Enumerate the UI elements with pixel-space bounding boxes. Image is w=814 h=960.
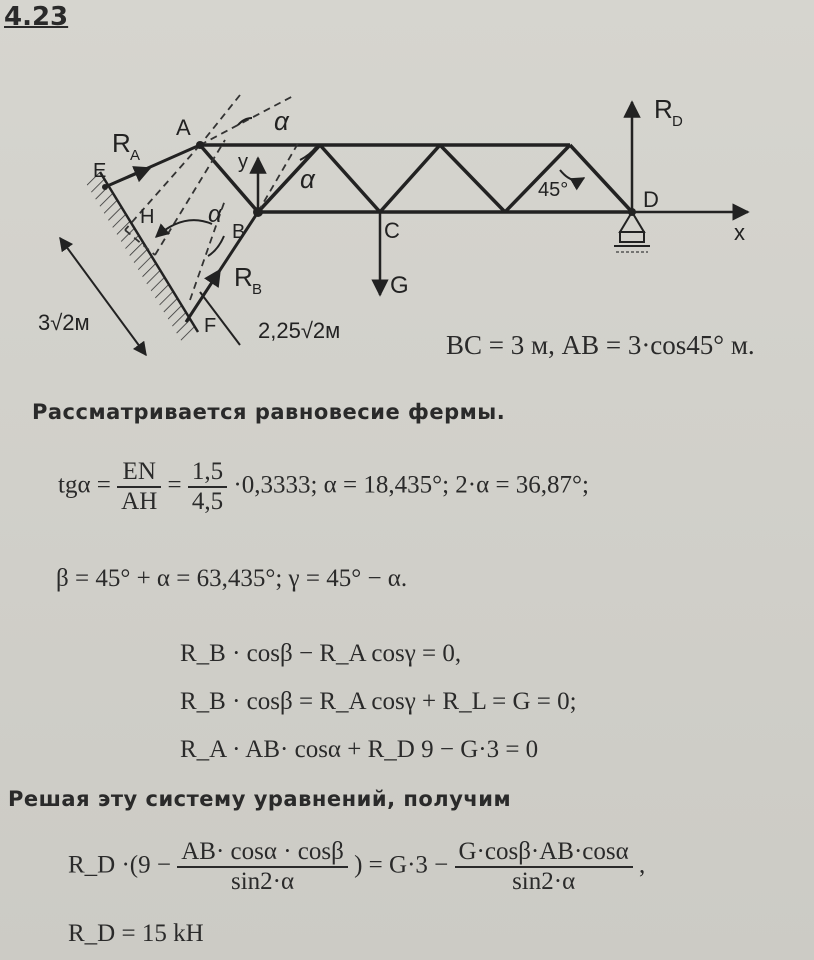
equation-tan-alpha — [58, 458, 589, 516]
label-e: E — [93, 160, 107, 182]
fraction-denominator: 4,5 — [191, 488, 224, 515]
label-rd: R — [654, 94, 673, 124]
wall — [84, 172, 198, 342]
fraction-denominator: sin2·α — [230, 868, 295, 895]
eq1-lhs: tgα = — [58, 471, 111, 499]
fraction-numerator: EN — [117, 458, 161, 488]
system-line-3: R_A · AB· cosα + R_D 9 − G·3 = 0 — [180, 736, 539, 763]
text-consider: Рассматривается равновесие фермы. — [32, 400, 506, 424]
label-y: y — [238, 151, 248, 173]
label-x: x — [734, 220, 745, 245]
fraction-denominator: sin2·α — [512, 868, 576, 895]
label-f: F — [204, 315, 217, 337]
label-h: H — [140, 206, 155, 228]
result-mid: ) = G·3 − — [354, 851, 449, 879]
equation-result — [68, 838, 645, 896]
system-line-1: R_B · cosβ − R_A cosγ = 0, — [180, 640, 462, 667]
fraction-numerator: AB· cosα · cosβ — [177, 838, 348, 868]
given-values: BC = 3 м, AB = 3·cos45° м. — [446, 330, 755, 360]
result-lhs: R_D ·(9 − — [68, 851, 171, 879]
eq1-equals: = — [167, 471, 182, 499]
fraction-result-2 — [455, 838, 633, 896]
label-c: C — [384, 218, 400, 243]
fraction-numerator: 1,5 — [188, 458, 227, 488]
label-a: A — [176, 115, 191, 140]
truss-figure — [0, 0, 814, 380]
fraction-15-45 — [188, 458, 227, 516]
fraction-result-1 — [177, 838, 348, 896]
text-solving: Решая эту систему уравнений, получим — [8, 787, 512, 811]
result-end: , — [638, 851, 646, 879]
label-alpha-low: α — [208, 201, 222, 228]
label-alpha-top: α — [274, 106, 289, 136]
label-rb: R — [234, 262, 253, 292]
label-45deg: 45° — [538, 179, 569, 201]
equation-system — [180, 630, 577, 774]
label-ra-sub: A — [130, 147, 141, 164]
label-alpha-mid: α — [300, 164, 315, 194]
label-g: G — [390, 272, 409, 299]
eq1-rest: ·0,3333; α = 18,435°; 2·α = 36,87°; — [233, 471, 590, 499]
fraction-numerator: G·cosβ·AB·cosα — [455, 838, 633, 868]
support-d — [614, 212, 650, 252]
fraction-denominator: AH — [121, 488, 158, 515]
final-answer: R_D = 15 kH — [68, 920, 204, 947]
label-b: B — [232, 221, 246, 243]
label-dim-right: 2,25√2м — [258, 318, 341, 343]
label-rb-sub: B — [252, 281, 263, 298]
problem-number: 4.23 — [4, 2, 69, 32]
label-d: D — [643, 187, 659, 212]
fraction-en-ah — [117, 458, 161, 516]
system-line-2: R_B · cosβ = R_A cosγ + R_L = G = 0; — [180, 688, 577, 715]
label-dim-left: 3√2м — [38, 310, 90, 335]
equation-beta-gamma: β = 45° + α = 63,435°; γ = 45° − α. — [56, 565, 408, 592]
label-rd-sub: D — [672, 113, 683, 130]
label-ra: R — [112, 128, 131, 158]
